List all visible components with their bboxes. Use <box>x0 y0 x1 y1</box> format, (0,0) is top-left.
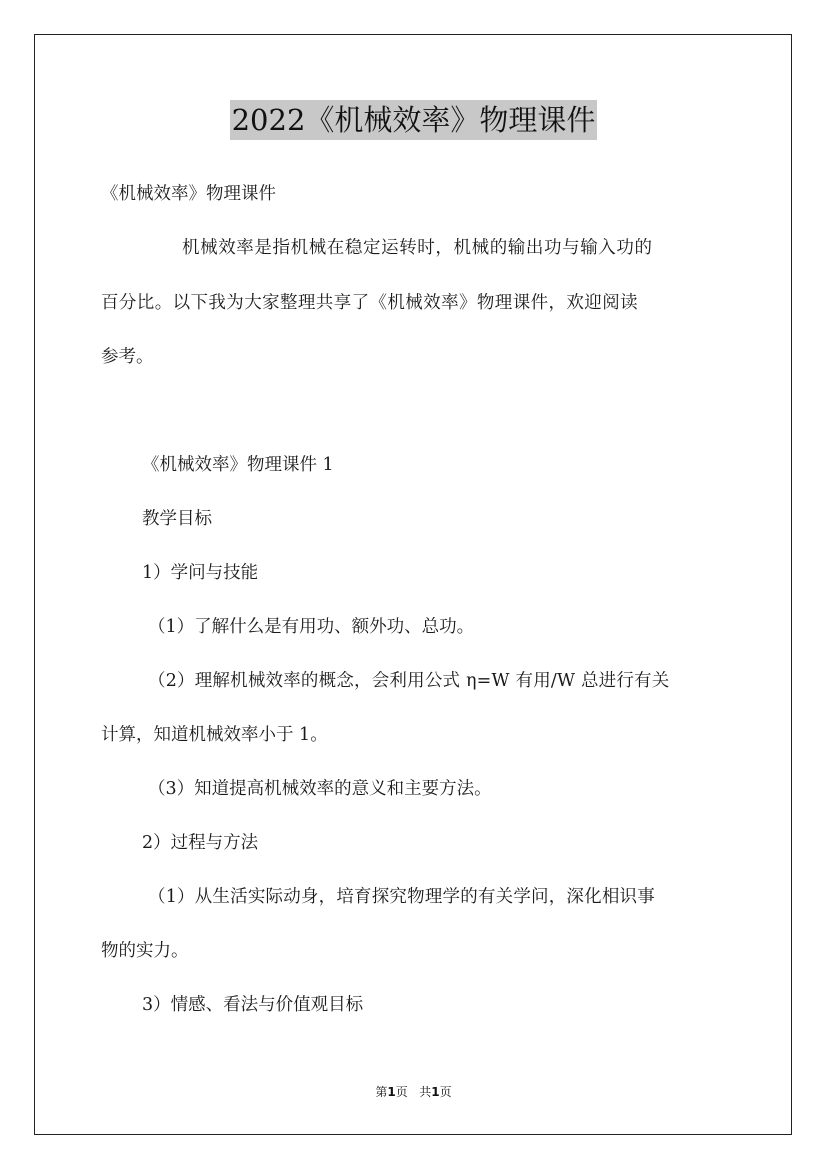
footer-page-suffix: 页 <box>395 1085 408 1099</box>
footer-total-prefix: 共 <box>419 1085 432 1099</box>
paragraph-line: 百分比。以下我为大家整理共享了《机械效率》物理课件，欢迎阅读 <box>101 293 638 313</box>
footer-total-suffix: 页 <box>439 1085 452 1099</box>
footer-page-number: 1 <box>387 1085 396 1099</box>
section-heading: 《机械效率》物理课件 1 <box>142 455 334 475</box>
paragraph-line: 机械效率是指机械在稳定运转时，机械的输出功与输入功的 <box>182 238 653 258</box>
footer-total-number: 1 <box>431 1085 440 1099</box>
footer-page-prefix: 第 <box>375 1085 388 1099</box>
paragraph-line: 物的实力。 <box>101 941 189 961</box>
paragraph-line: 1）学问与技能 <box>142 563 259 583</box>
paragraph-line: 2）过程与方法 <box>142 833 259 853</box>
paragraph-line: 参考。 <box>101 347 154 367</box>
paragraph-line: （1）了解什么是有用功、额外功、总功。 <box>148 617 475 637</box>
page-footer <box>0 1084 827 1100</box>
paragraph-line: 3）情感、看法与价值观目标 <box>142 995 364 1015</box>
paragraph-line: 计算，知道机械效率小于 1。 <box>101 725 328 745</box>
paragraph-line: 教学目标 <box>142 509 212 529</box>
paragraph-line: （2）理解机械效率的概念，会利用公式 η=W 有用/W 总进行有关 <box>148 671 670 691</box>
paragraph-line: （3）知道提高机械效率的意义和主要方法。 <box>148 779 492 799</box>
paragraph-line: （1）从生活实际动身，培育探究物理学的有关学问，深化相识事 <box>148 887 655 907</box>
title-container <box>0 100 827 140</box>
document-title: 2022《机械效率》物理课件 <box>230 100 598 140</box>
doc-subtitle: 《机械效率》物理课件 <box>101 184 276 204</box>
